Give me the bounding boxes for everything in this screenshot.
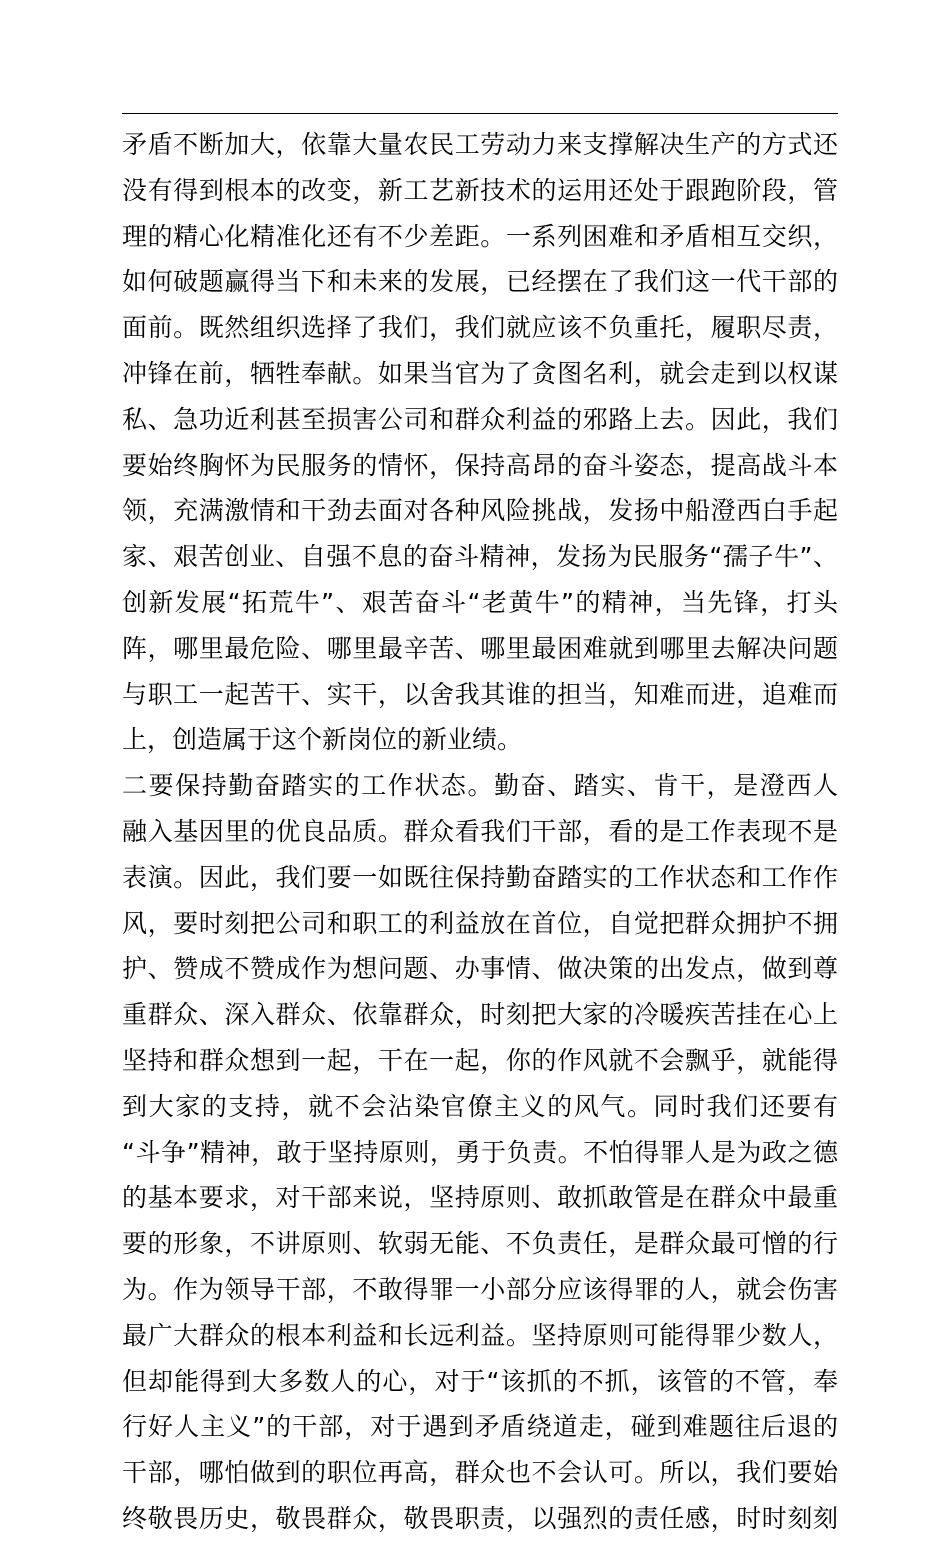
text-line: 的基本要求，对干部来说，坚持原则、敢抓敢管是在群众中最重 xyxy=(122,1183,838,1213)
body-text xyxy=(122,122,838,1542)
text-line: 与职工一起苦干、实干，以舍我其谁的担当，知难而进，追难而 xyxy=(122,679,838,709)
text-line: 创新发展“拓荒牛”、艰苦奋斗“老黄牛”的精神，当先锋，打头 xyxy=(122,587,838,617)
text-line: 为。作为领导干部，不敢得罪一小部分应该得罪的人，就会伤害 xyxy=(122,1274,838,1304)
text-line: 冲锋在前，牺牲奉献。如果当官为了贪图名利，就会走到以权谋 xyxy=(122,358,838,388)
text-line: 干部，哪怕做到的职位再高，群众也不会认可。所以，我们要始 xyxy=(122,1458,838,1488)
text-line: 没有得到根本的改变，新工艺新技术的运用还处于跟跑阶段，管 xyxy=(122,175,838,205)
text-line: 私、急功近利甚至损害公司和群众利益的邪路上去。因此，我们 xyxy=(122,404,838,434)
text-line: 表演。因此，我们要一如既往保持勤奋踏实的工作状态和工作作 xyxy=(122,862,838,892)
text-line: 二要保持勤奋踏实的工作状态。勤奋、踏实、肯干，是澄西人 xyxy=(122,771,838,801)
text-line: 最广大群众的根本利益和长远利益。坚持原则可能得罪少数人， xyxy=(122,1320,838,1350)
text-line: 矛盾不断加大，依靠大量农民工劳动力来支撑解决生产的方式还 xyxy=(122,130,838,159)
text-line: 终敬畏历史，敬畏群众，敬畏职责，以强烈的责任感，时时刻刻 xyxy=(122,1503,838,1533)
text-line: 如何破题赢得当下和未来的发展，已经摆在了我们这一代干部的 xyxy=(122,267,838,297)
text-line: “斗争”精神，敢于坚持原则，勇于负责。不怕得罪人是为政之德 xyxy=(122,1137,838,1167)
text-line: 家、艰苦创业、自强不息的奋斗精神，发扬为民服务“孺子牛”、 xyxy=(122,542,838,572)
text-line: 风，要时刻把公司和职工的利益放在首位，自觉把群众拥护不拥 xyxy=(122,908,838,938)
text-line: 要始终胸怀为民服务的情怀，保持高昂的奋斗姿态，提高战斗本 xyxy=(122,450,838,480)
text-line: 到大家的支持，就不会沾染官僚主义的风气。同时我们还要有 xyxy=(122,1091,838,1121)
text-line: 重群众、深入群众、依靠群众，时刻把大家的冷暖疾苦挂在心上 xyxy=(122,1000,838,1030)
text-line: 融入基因里的优良品质。群众看我们干部，看的是工作表现不是 xyxy=(122,816,838,846)
paragraph-end-line: 上，创造属于这个新岗位的新业绩。 xyxy=(122,725,523,755)
text-line: 要的形象，不讲原则、软弱无能、不负责任，是群众最可憎的行 xyxy=(122,1229,838,1259)
text-line: 面前。既然组织选择了我们，我们就应该不负重托，履职尽责， xyxy=(122,313,838,343)
text-line: 但却能得到大多数人的心，对于“该抓的不抓，该管的不管，奉 xyxy=(122,1366,838,1396)
text-line: 行好人主义”的干部，对于遇到矛盾绕道走，碰到难题往后退的 xyxy=(122,1412,838,1442)
header-rule xyxy=(122,113,838,114)
text-line: 坚持和群众想到一起，干在一起，你的作风就不会飘乎，就能得 xyxy=(122,1045,838,1075)
text-line: 领，充满激情和干劲去面对各种风险挑战，发扬中船澄西白手起 xyxy=(122,496,838,526)
text-line: 护、赞成不赞成作为想问题、办事情、做决策的出发点，做到尊 xyxy=(122,954,838,984)
text-line: 理的精心化精准化还有不少差距。一系列困难和矛盾相互交织， xyxy=(122,221,838,251)
text-line: 阵，哪里最危险、哪里最辛苦、哪里最困难就到哪里去解决问题 xyxy=(122,633,838,663)
